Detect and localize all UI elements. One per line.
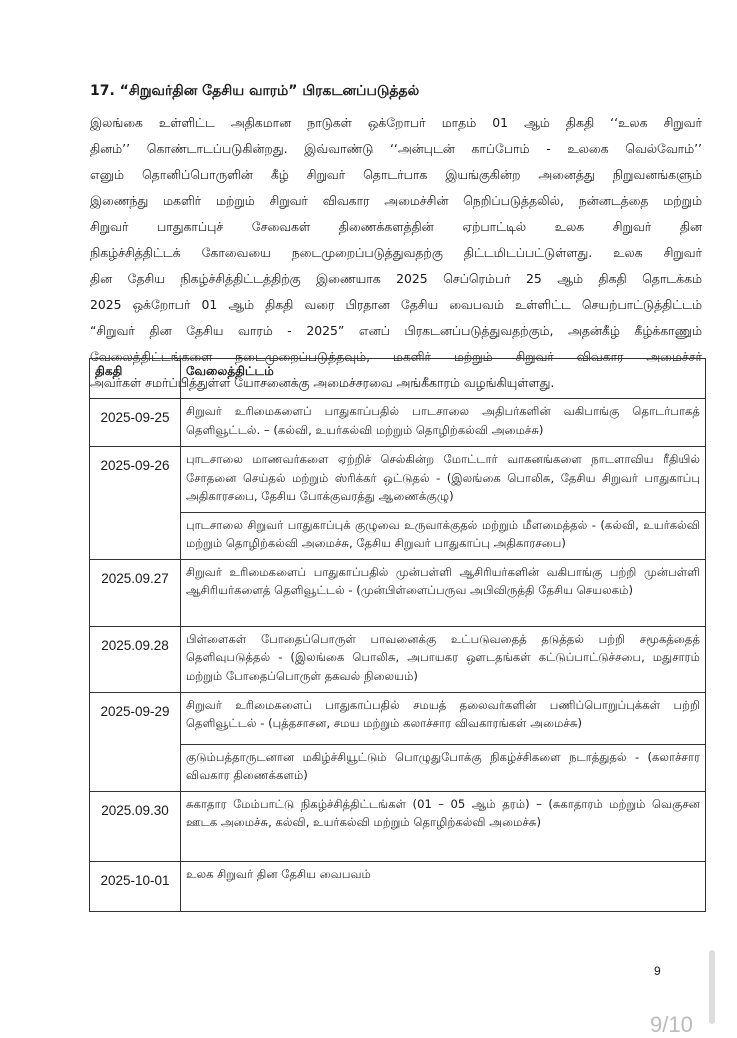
paragraph-line: 2025 ஒக்றோபர் 01 ஆம் திகதி வரை பிரதான தேசிய வைபவம் உள்ளிட்ட செயற்பாட்டுத்திட்டம் bbox=[90, 297, 702, 312]
page-indicator: 9/10 bbox=[650, 1012, 693, 1037]
row-program: சிறுவர் உரிமைகளைப் பாதுகாப்பதில் சமயத் தலைவர்களின் பணிப்பொறுப்புக்கள் பற்றி தெளிவூட்டல் - (புத்தசாசன, சமய மற்றும் கலாச்சார விவகாரங்கள் அமைச்சு) bbox=[181, 692, 706, 744]
table-row bbox=[90, 399, 706, 447]
row-date: 2025.09.30 bbox=[90, 791, 181, 861]
row-program: சிறுவர் உரிமைகளைப் பாதுகாப்பதில் முன்பள்ளி ஆசிரியர்களின் வகிபாங்கு பற்றி முன்பள்ளி ஆசிரியர்களைத் தெளிவூட்டல் - (முன்பிள்ளைப்பருவ அபிவிருத்தி தேசிய செயலகம்) bbox=[181, 559, 706, 626]
row-program: சிறுவர் உரிமைகளைப் பாதுகாப்பதில் பாடசாலை அதிபர்களின் வகிபாங்கு தொடர்பாகத் தெளிவூட்டல். – (கல்வி, உயர்கல்வி மற்றும் தொழிற்கல்வி அமைச்சு) bbox=[181, 399, 706, 447]
scrollbar[interactable] bbox=[709, 950, 715, 1024]
page-number: 9 bbox=[654, 964, 661, 978]
schedule-table bbox=[89, 358, 706, 912]
paragraph-line: தினம்’’ கொண்டாடப்படுகின்றது. இவ்வாண்டு ‘‘அன்புடன் காப்போம் - உலகை வெல்வோம்’’ bbox=[90, 141, 702, 156]
paragraph-line: இணைந்து மகளிர் மற்றும் சிறுவர் விவகார அமைச்சின் நெறிப்படுத்தலில், நன்னடத்தை மற்றும் bbox=[90, 193, 702, 208]
paragraph-line: இலங்கை உள்ளிட்ட அதிகமான நாடுகள் ஒக்றோபர் மாதம் 01 ஆம் திகதி ‘‘உலக சிறுவர் bbox=[90, 115, 702, 130]
table-row bbox=[90, 861, 706, 911]
paragraph-line: “சிறுவர் தின தேசிய வாரம் - 2025” எனப் பிரகடனப்படுத்துவதற்கும், அதன்கீழ் கீழ்க்காணும் bbox=[90, 323, 702, 338]
paragraph-line: நிகழ்ச்சித்திட்டக் கோவையை நடைமுறைப்படுத்துவதற்கு திட்டமிடப்பட்டுள்ளது. உலக சிறுவர் bbox=[90, 245, 702, 260]
row-program: புாடசாலை மாணவர்களை ஏற்றிச் செல்கின்ற மோட்டார் வாகனங்களை நாடளாவிய ரீதியில் சோதனை செய்தல் மற்றும் ஸ்ரிக்கர் ஒட்டுதல் - (இலங்கை பொலிசு, தேசிய சிறுவர் பாதுகாப்பு அதிகாரசபை, தேசிய போக்குவரத்து ஆணைக்குழு) bbox=[181, 447, 706, 513]
paragraph-line: அவர்கள் சமர்ப்பித்துள்ள யோசனைக்கு அமைச்சரவை அங்கீகாரம் வழங்கியுள்ளது. bbox=[90, 375, 555, 390]
row-program: உலக சிறுவர் தின தேசிய வைபவம் bbox=[181, 861, 706, 911]
section-title: 17. “சிறுவர்தின தேசிய வாரம்” பிரகடனப்படுத்தல் bbox=[90, 83, 420, 99]
paragraph-line: தின தேசிய நிகழ்ச்சித்திட்டத்திற்கு இணையாக 2025 செப்ரெம்பர் 25 ஆம் திகதி தொடக்கம் bbox=[90, 271, 702, 286]
table-row bbox=[90, 692, 706, 744]
table-row bbox=[90, 559, 706, 626]
row-date: 2025.09.27 bbox=[90, 559, 181, 626]
paragraph-line: எனும் தொனிப்பொருளின் கீழ் சிறுவர் தொடர்பாக இயங்குகின்ற அனைத்து நிறுவனங்களும் bbox=[90, 167, 702, 182]
row-date: 2025-09-26 bbox=[90, 447, 181, 560]
table-row bbox=[90, 626, 706, 692]
row-date: 2025.09.28 bbox=[90, 626, 181, 692]
row-date: 2025-09-29 bbox=[90, 692, 181, 791]
row-program: சுகாதார மேம்பாட்டு நிகழ்ச்சித்திட்டங்கள் (01 – 05 ஆம் தரம்) – (சுகாதாரம் மற்றும் வெகுசன ஊடக அமைச்சு, கல்வி, உயர்கல்வி மற்றும் தொழிற்கல்வி அமைச்சு) bbox=[181, 791, 706, 861]
row-program: புாடசாலை சிறுவர் பாதுகாப்புக் குழுவை உருவாக்குதல் மற்றும் மீளமைத்தல் - (கல்வி, உயர்கல்வி மற்றும் தொழிற்கல்வி அமைச்சு, தேசிய சிறுவர் பாதுகாப்பு அதிகாரசபை) bbox=[181, 512, 706, 559]
intro-paragraph bbox=[90, 110, 702, 396]
row-program: குடும்பத்தாருடனான மகிழ்ச்சியூட்டும் பொழுதுபோக்கு நிகழ்ச்சிகளை நடாத்துதல் - (கலாச்சார விவகார திணைக்களம்) bbox=[181, 744, 706, 791]
table-row bbox=[90, 447, 706, 513]
header-date: திகதி bbox=[90, 359, 181, 399]
row-date: 2025-09-25 bbox=[90, 399, 181, 447]
table-header-row bbox=[90, 359, 706, 399]
paragraph-line: வேலைத்திட்டங்களை நடைமுறைப்படுத்தவும், மகளிர் மற்றும் சிறுவர் விவகார அமைச்சர் bbox=[90, 349, 702, 364]
table-row bbox=[90, 744, 706, 791]
row-date: 2025-10-01 bbox=[90, 861, 181, 911]
table-row bbox=[90, 512, 706, 559]
paragraph-line: சிறுவர் பாதுகாப்புச் சேவைகள் திணைக்களத்தின் ஏற்பாட்டில் உலக சிறுவர் தின bbox=[90, 219, 702, 234]
table-row bbox=[90, 791, 706, 861]
header-program: வேலைத்திட்டம் bbox=[181, 359, 706, 399]
row-program: பிள்ளைகள் போதைப்பொருள் பாவனைக்கு உட்படுவதைத் தடுத்தல் பற்றி சமூகத்தைத் தெளிவுபடுத்தல் - (இலங்கை பொலிசு, அபாயகர ஔடதங்கள் கட்டுப்பாட்டுச்சபை, மதுசாரம் மற்றும் போதைப்பொருள் தகவல் நிலையம்) bbox=[181, 626, 706, 692]
